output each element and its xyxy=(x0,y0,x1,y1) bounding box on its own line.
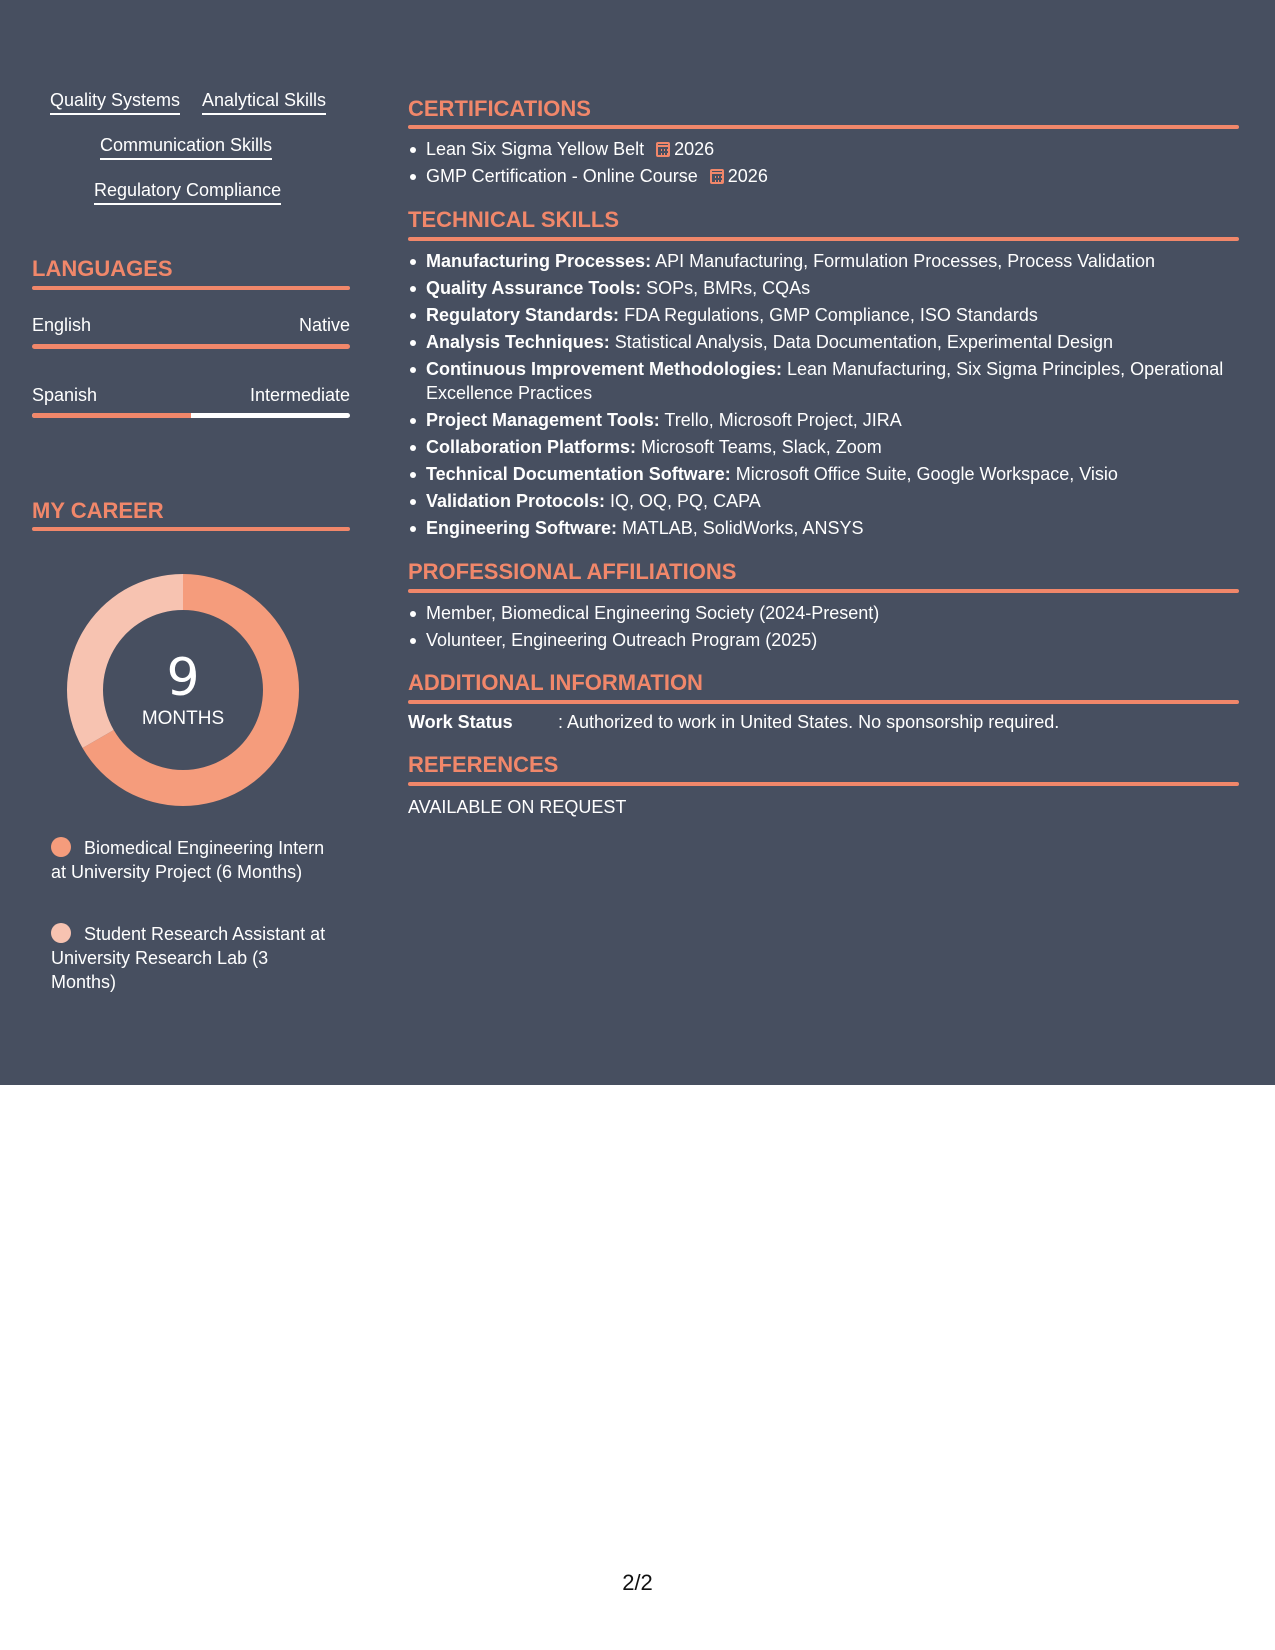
affiliations-heading: PROFESSIONAL AFFILIATIONS xyxy=(408,559,737,584)
skill-item xyxy=(426,408,1257,432)
skill-label: Regulatory Standards: xyxy=(426,305,620,325)
skill-value: Lean Manufacturing, Six Sigma Principles, Operational Excellence Practices xyxy=(426,359,1224,403)
skill-label: Continuous Improvement Methodologies: xyxy=(426,359,782,379)
skill-value: API Manufacturing, Formulation Processes, Process Validation xyxy=(655,251,1155,271)
skill-tag: Quality Systems xyxy=(50,89,180,115)
work-status-value: : Authorized to work in United States. No sponsorship required. xyxy=(558,712,1060,732)
affiliations-list xyxy=(408,601,1257,655)
language-name: Spanish xyxy=(32,385,98,405)
page-number: 2/2 xyxy=(622,1570,653,1595)
calendar-icon xyxy=(710,169,724,184)
skill-item xyxy=(426,435,1257,459)
career-total-number: 9 xyxy=(166,648,200,708)
additional-info-heading-rule xyxy=(408,700,1239,704)
career-donut-chart xyxy=(67,574,299,806)
career-total-unit: MONTHS xyxy=(141,708,225,729)
skill-label: Technical Documentation Software: xyxy=(426,464,731,484)
skill-label: Engineering Software: xyxy=(426,518,618,538)
skill-value: Trello, Microsoft Project, JIRA xyxy=(664,410,902,430)
references-heading: REFERENCES xyxy=(408,752,559,777)
career-item-label: Biomedical Engineering Intern at University Project (6 Months) xyxy=(51,838,325,882)
skill-value: MATLAB, SolidWorks, ANSYS xyxy=(622,518,864,538)
career-heading: MY CAREER xyxy=(32,498,164,523)
calendar-icon xyxy=(656,142,670,157)
certification-year: 2026 xyxy=(727,166,768,186)
skill-label: Analysis Techniques: xyxy=(426,332,610,352)
certification-name: Lean Six Sigma Yellow Belt xyxy=(426,139,645,159)
skill-label: Project Management Tools: xyxy=(426,410,660,430)
skill-item xyxy=(426,489,1257,513)
skill-value: Microsoft Teams, Slack, Zoom xyxy=(641,437,882,457)
affiliation-item: Volunteer, Engineering Outreach Program (2025) xyxy=(426,628,1257,652)
additional-info-heading: ADDITIONAL INFORMATION xyxy=(408,670,703,695)
language-bar-fill xyxy=(32,413,191,418)
career-heading-rule xyxy=(32,527,350,531)
technical-skills-heading-rule xyxy=(408,237,1239,241)
language-level: Native xyxy=(298,315,350,335)
skill-tag: Analytical Skills xyxy=(202,89,326,115)
language-bar xyxy=(32,413,350,418)
skill-value: Statistical Analysis, Data Documentation, Experimental Design xyxy=(614,332,1113,352)
references-text: AVAILABLE ON REQUEST xyxy=(408,797,627,817)
certifications-heading-rule xyxy=(408,125,1239,129)
skill-label: Quality Assurance Tools: xyxy=(426,278,642,298)
skill-label: Collaboration Platforms: xyxy=(426,437,637,457)
career-item xyxy=(51,836,331,884)
skill-item xyxy=(426,357,1257,405)
skill-item xyxy=(426,249,1257,273)
references-heading-rule xyxy=(408,782,1239,786)
career-legend-dot xyxy=(51,837,71,857)
certifications-heading: CERTIFICATIONS xyxy=(408,96,591,121)
certification-item xyxy=(426,137,1257,161)
language-level: Intermediate xyxy=(249,385,350,405)
skill-label: Validation Protocols: xyxy=(426,491,606,511)
skill-tag: Communication Skills xyxy=(100,134,272,160)
language-name: English xyxy=(32,315,92,335)
skill-item xyxy=(426,516,1257,540)
certification-item xyxy=(426,164,1257,188)
language-bar-fill xyxy=(32,344,350,349)
technical-skills-heading: TECHNICAL SKILLS xyxy=(408,207,620,232)
certification-year: 2026 xyxy=(674,139,715,159)
technical-skills-list xyxy=(408,249,1257,543)
skill-value: FDA Regulations, GMP Compliance, ISO Standards xyxy=(624,305,1038,325)
career-item xyxy=(51,922,331,994)
career-legend-dot xyxy=(51,923,71,943)
languages-heading: LANGUAGES xyxy=(32,256,173,281)
skill-value: SOPs, BMRs, CQAs xyxy=(646,278,811,298)
skill-item xyxy=(426,330,1257,354)
skill-item xyxy=(426,462,1257,486)
affiliation-item: Member, Biomedical Engineering Society (2024-Present) xyxy=(426,601,1257,625)
skill-value: IQ, OQ, PQ, CAPA xyxy=(610,491,761,511)
skill-tag: Regulatory Compliance xyxy=(94,179,281,205)
skill-label: Manufacturing Processes: xyxy=(426,251,652,271)
language-bar xyxy=(32,344,350,349)
certifications-list xyxy=(408,137,1257,191)
skill-item xyxy=(426,276,1257,300)
career-item-label: Student Research Assistant at University Research Lab (3 Months) xyxy=(51,924,326,992)
skill-item xyxy=(426,303,1257,327)
languages-heading-rule xyxy=(32,286,350,290)
affiliations-heading-rule xyxy=(408,589,1239,593)
skill-value: Microsoft Office Suite, Google Workspace, Visio xyxy=(735,464,1118,484)
work-status-label: Work Status xyxy=(408,712,513,732)
certification-name: GMP Certification - Online Course xyxy=(426,166,698,186)
